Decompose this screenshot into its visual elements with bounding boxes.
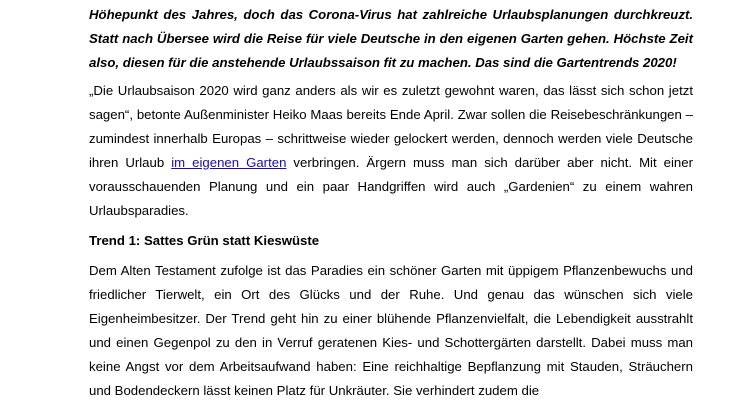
paragraph-text-after-link: verbringen. Ärgern muss man sich darüber aber nicht. Mit einer vorausschauenden Planung und ein paar Handgriffen wird auch „Gardenien“ zu einem wahren Urlaubsparadies. <box>89 155 693 218</box>
trend-1-heading: Trend 1: Sattes Grün statt Kieswüste <box>89 233 320 248</box>
garden-link[interactable]: im eigenen Garten <box>171 155 287 170</box>
paragraph-text-before-link: „Die Urlaubsaison 2020 wird ganz anders als wir es zuletzt gewohnt waren, das lässt sich schon jetzt sagen“, betonte Außenminister Heiko Maas bereits Ende April. Zwar sollen die Reisebeschränkungen – zumindest innerhalb Europas – schrittweise wieder gelockert werden, dennoch werden viele Deutsche ihren Urlaub <box>89 83 693 170</box>
trend-1-body: Dem Alten Testament zufolge ist das Paradies ein schöner Garten mit üppigem Pflanzenbewuchs und friedlicher Tierwelt, ein Ort des Glücks und der Ruhe. Und genau das wünschen sich viele Eigenheimbesitzer. Der Trend geht hin zu einer blühende Pflanzenvielfalt, die Lebendigkeit ausstrahlt und einen Gegenpol zu den in Verruf geratenen Kies- und Schottergärten darstellt. Dabei muss man keine Angst vor dem Arbeitsaufwand haben: Eine reichhaltige Bepflanzung mit Stauden, Sträuchern und Bodendeckern lässt keinen Platz für Unkräuter. Sie verhindert zudem die <box>89 263 693 398</box>
document-page <box>89 3 693 409</box>
body-paragraph-1 <box>89 79 693 223</box>
intro-paragraph: Höhepunkt des Jahres, doch das Corona-Virus hat zahlreiche Urlaubsplanungen durchkreuzt. Statt nach Übersee wird die Reise für viele Deutsche in den eigenen Garten gehen. Höchste Zeit also, diesen für die anstehende Urlaubssaison fit zu machen. Das sind die Gartentrends 2020! <box>89 7 693 70</box>
